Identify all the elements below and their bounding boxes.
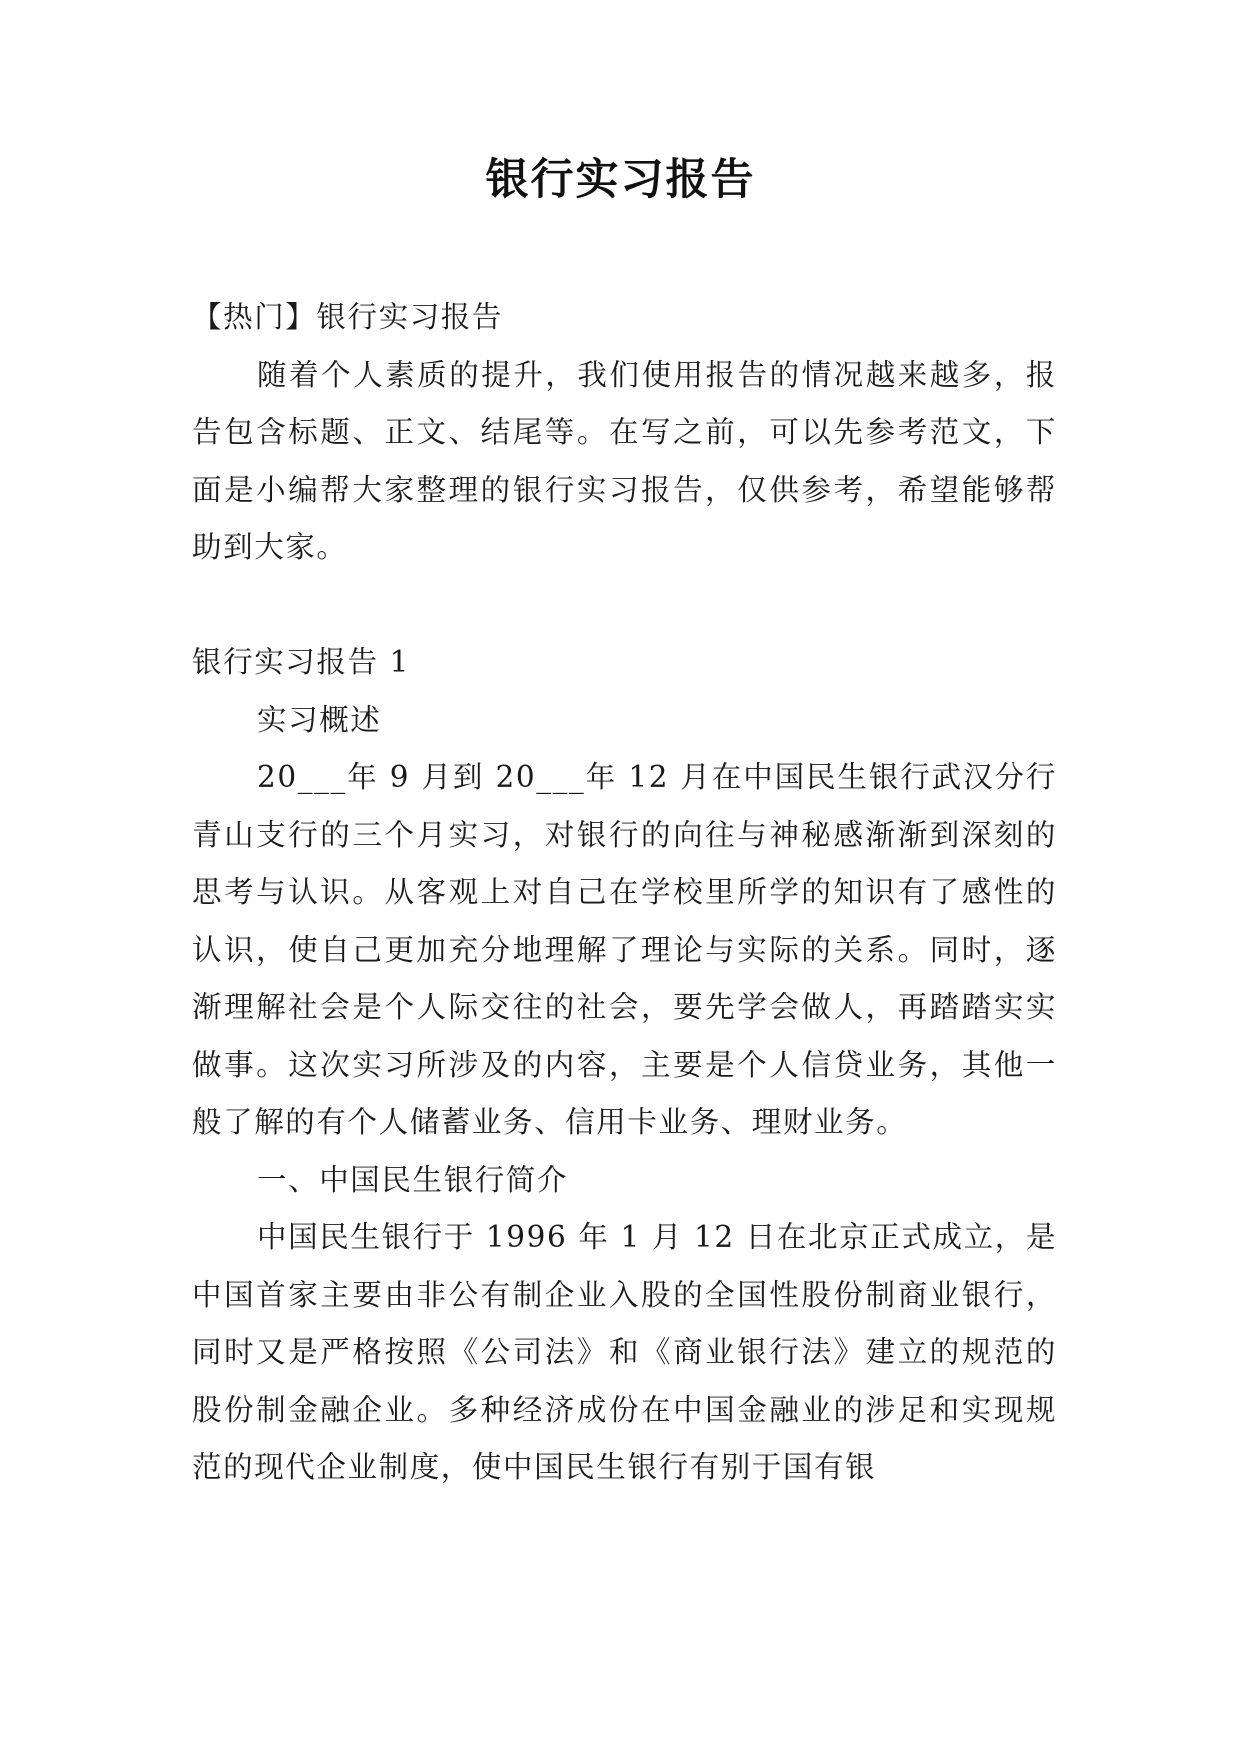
spacer bbox=[192, 577, 1057, 635]
hot-heading: 【热门】银行实习报告 bbox=[192, 300, 504, 334]
overview-paragraph: 20___年 9 月到 20___年 12 月在中国民生银行武汉分行青山支行的三个月实习，对银行的向往与神秘感渐渐到深刻的思考与认识。从客观上对自己在学校里所学的知识有了感性的认识，使自己更加充分地理解了理论与实际的关系。同时，逐渐理解社会是个人际交往的社会，要先学会做人，再踏踏实实做事。这次实习所涉及的内容，主要是个人信贷业务，其他一般了解的有个人储蓄业务、信用卡业务、理财业务。 bbox=[192, 760, 1057, 1139]
document-body bbox=[192, 289, 1057, 1497]
bank-intro-heading: 一、中国民生银行简介 bbox=[257, 1162, 569, 1197]
intro-paragraph: 随着个人素质的提升，我们使用报告的情况越来越多，报告包含标题、正文、结尾等。在写之前，可以先参考范文，下面是小编帮大家整理的银行实习报告，仅供参考，希望能够帮助到大家。 bbox=[192, 357, 1057, 564]
bank-intro-paragraph: 中国民生银行于 1996 年 1 月 12 日在北京正式成立，是中国首家主要由非公有制企业入股的全国性股份制商业银行，同时又是严格按照《公司法》和《商业银行法》建立的规范的股份制金融企业。多种经济成份在中国金融业的涉足和实现规范的现代企业制度，使中国民生银行有别于国有银 bbox=[192, 1220, 1057, 1484]
document-title: 银行实习报告 bbox=[485, 155, 756, 205]
section-heading: 银行实习报告 1 bbox=[192, 645, 410, 679]
overview-heading: 实习概述 bbox=[257, 702, 382, 737]
